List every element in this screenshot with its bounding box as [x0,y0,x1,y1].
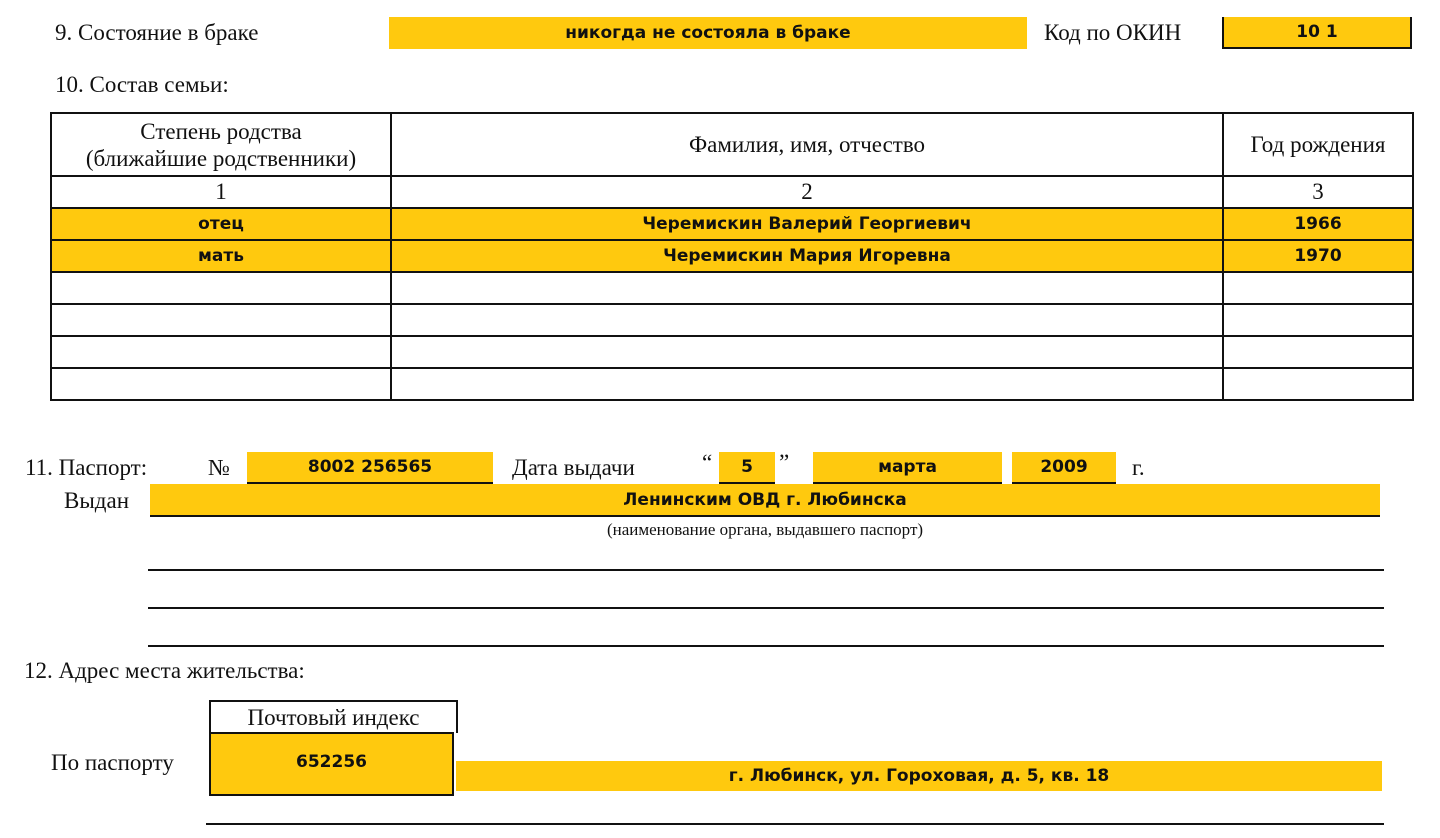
relation-cell[interactable] [51,368,391,400]
issued-by-field[interactable]: Ленинским ОВД г. Любинска [150,484,1380,517]
issue-day-field[interactable]: 5 [719,452,775,484]
fullname-cell[interactable] [391,272,1223,304]
fullname-cell[interactable] [391,336,1223,368]
table-row [51,304,1413,336]
blank-line[interactable] [148,569,1384,571]
birth-year-cell[interactable] [1223,336,1413,368]
table-row [51,208,1413,240]
blank-line[interactable] [148,645,1384,647]
marital-status-value[interactable]: никогда не состояла в браке [389,17,1027,49]
relation-cell[interactable] [51,336,391,368]
okin-value[interactable]: 10 1 [1222,17,1412,49]
header-relation [51,113,391,176]
birth-year-cell[interactable] [1223,272,1413,304]
col-number: 3 [1223,176,1413,208]
relation-cell[interactable] [51,272,391,304]
quote-close: ” [779,450,790,475]
number-sign: № [208,455,230,480]
postal-code-header: Почтовый индекс [209,700,458,733]
header-birth-year: Год рождения [1223,113,1413,176]
fullname-cell[interactable] [391,368,1223,400]
header-relation-line2: (ближайшие родственники) [85,145,357,171]
col-number: 1 [51,176,391,208]
header-fullname: Фамилия, имя, отчество [391,113,1223,176]
quote-open: “ [702,450,713,475]
blank-line[interactable] [148,607,1384,609]
by-passport-label: По паспорту [51,750,174,775]
col-number: 2 [391,176,1223,208]
postal-code-field[interactable]: 652256 [209,732,454,796]
fullname-cell[interactable] [391,304,1223,336]
issued-by-label: Выдан [64,488,130,513]
birth-year-cell[interactable]: 1970 [1223,240,1413,272]
relation-cell[interactable]: мать [51,240,391,272]
relation-cell[interactable]: отец [51,208,391,240]
marital-status-label: 9. Состояние в браке [55,20,259,45]
relation-cell[interactable] [51,304,391,336]
birth-year-cell[interactable]: 1966 [1223,208,1413,240]
table-row [51,272,1413,304]
birth-year-cell[interactable] [1223,368,1413,400]
fullname-cell[interactable]: Черемискин Валерий Георгиевич [391,208,1223,240]
table-row [51,368,1413,400]
birth-year-cell[interactable] [1223,304,1413,336]
fullname-cell[interactable]: Черемискин Мария Игоревна [391,240,1223,272]
issue-date-label: Дата выдачи [512,455,635,480]
address-field[interactable]: г. Любинск, ул. Гороховая, д. 5, кв. 18 [456,761,1382,791]
issue-year-field[interactable]: 2009 [1012,452,1116,484]
issue-month-field[interactable]: марта [813,452,1002,484]
table-row [51,240,1413,272]
okin-label: Код по ОКИН [1044,20,1182,45]
issued-by-hint: (наименование органа, выдавшего паспорт) [606,520,924,539]
header-relation-line1: Степень родства [140,118,302,144]
family-table [50,112,1414,401]
address-section-title: 12. Адрес места жительства: [24,658,305,683]
passport-number-field[interactable]: 8002 256565 [247,452,493,484]
blank-line[interactable] [206,823,1384,825]
passport-label: 11. Паспорт: [25,455,148,480]
year-suffix: г. [1132,455,1145,480]
family-section-title: 10. Состав семьи: [55,72,229,97]
table-row [51,336,1413,368]
